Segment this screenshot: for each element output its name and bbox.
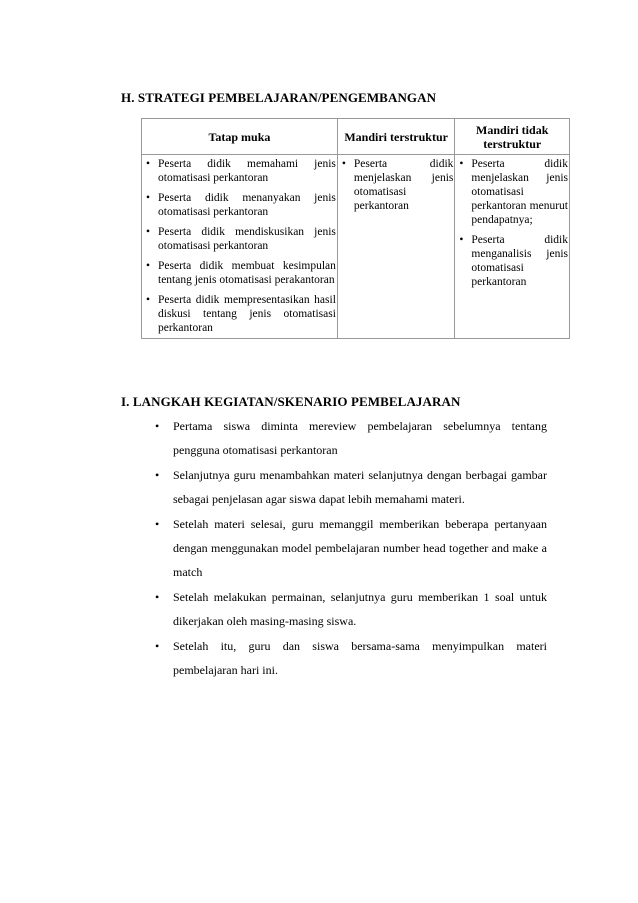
bullet-icon: • — [155, 419, 160, 433]
strategy-table — [141, 118, 570, 339]
list-item — [342, 157, 454, 213]
list-item — [459, 233, 568, 289]
scenario-steps-list — [155, 414, 547, 683]
tatap-muka-list — [142, 155, 337, 338]
step-text: Setelah materi selesai, guru memanggil memberikan beberapa pertanyaan dengan menggunakan model pembelajaran number head together and make a match — [173, 517, 547, 579]
list-item-text: Peserta didik mendiskusikan jenis otomatisasi perkantoran — [158, 226, 336, 252]
mandiri-terstruktur-list — [338, 155, 455, 216]
step-text: Setelah itu, guru dan siswa bersama-sama menyimpulkan materi pembelajaran hari ini. — [173, 639, 547, 677]
bullet-icon: • — [155, 639, 160, 653]
list-item-text: Peserta didik menjelaskan jenis otomatisasi perkantoran — [353, 158, 454, 212]
step-text: Setelah melakukan permainan, selanjutnya guru memberikan 1 soal untuk dikerjakan oleh masing-masing siswa. — [173, 590, 547, 628]
list-item — [155, 463, 547, 511]
list-item — [146, 157, 336, 185]
mandiri-tidak-terstruktur-list — [455, 155, 569, 292]
bullet-icon: • — [459, 158, 464, 170]
bullet-icon: • — [146, 158, 151, 170]
list-item-text: Peserta didik memahami jenis otomatisasi perkantoran — [158, 158, 336, 184]
list-item-text: Peserta didik menanyakan jenis otomatisasi perkantoran — [158, 192, 336, 218]
table-body-row — [142, 155, 570, 339]
list-item — [459, 157, 568, 227]
list-item-text: Peserta didik mempresentasikan hasil diskusi tentang jenis otomatisasi perkantoran — [158, 294, 336, 334]
list-item-text: Peserta didik menganalisis jenis otomatisasi perkantoran — [471, 234, 568, 288]
header-mandiri-terstruktur: Mandiri terstruktur — [337, 119, 455, 155]
bullet-icon: • — [146, 226, 151, 238]
step-text: Selanjutnya guru menambahkan materi selanjutnya dengan berbagai gambar sebagai penjelasan agar siswa dapat lebih memahami materi. — [173, 468, 547, 506]
header-tatap-muka: Tatap muka — [142, 119, 338, 155]
bullet-icon: • — [459, 234, 464, 246]
list-item-text: Peserta didik membuat kesimpulan tentang jenis otomatisasi perakantoran — [158, 260, 336, 286]
bullet-icon: • — [155, 517, 160, 531]
section-h-heading: H. STRATEGI PEMBELAJARAN/PENGEMBANGAN — [121, 90, 437, 105]
bullet-icon: • — [146, 192, 151, 204]
bullet-icon: • — [146, 294, 151, 306]
bullet-icon: • — [155, 590, 160, 604]
bullet-icon: • — [146, 260, 151, 272]
bullet-icon: • — [155, 468, 160, 482]
header-mandiri-tidak-terstruktur: Mandiri tidak terstruktur — [455, 119, 570, 155]
list-item-text: Peserta didik menjelaskan jenis otomatisasi perkantoran menurut pendapatnya; — [471, 158, 568, 226]
step-text: Pertama siswa diminta mereview pembelajaran sebelumnya tentang pengguna otomatisasi perkantoran — [173, 419, 547, 457]
list-item — [146, 225, 336, 253]
cell-mandiri-tidak-terstruktur — [455, 155, 570, 339]
list-item — [146, 259, 336, 287]
bullet-icon: • — [341, 158, 346, 170]
list-item — [155, 414, 547, 462]
list-item — [146, 191, 336, 219]
section-i-heading: I. LANGKAH KEGIATAN/SKENARIO PEMBELAJARAN — [121, 394, 461, 409]
list-item — [155, 512, 547, 584]
list-item — [146, 293, 336, 335]
list-item — [155, 585, 547, 633]
table-header-row — [142, 119, 570, 155]
cell-tatap-muka — [142, 155, 338, 339]
list-item — [155, 634, 547, 682]
cell-mandiri-terstruktur — [337, 155, 455, 339]
